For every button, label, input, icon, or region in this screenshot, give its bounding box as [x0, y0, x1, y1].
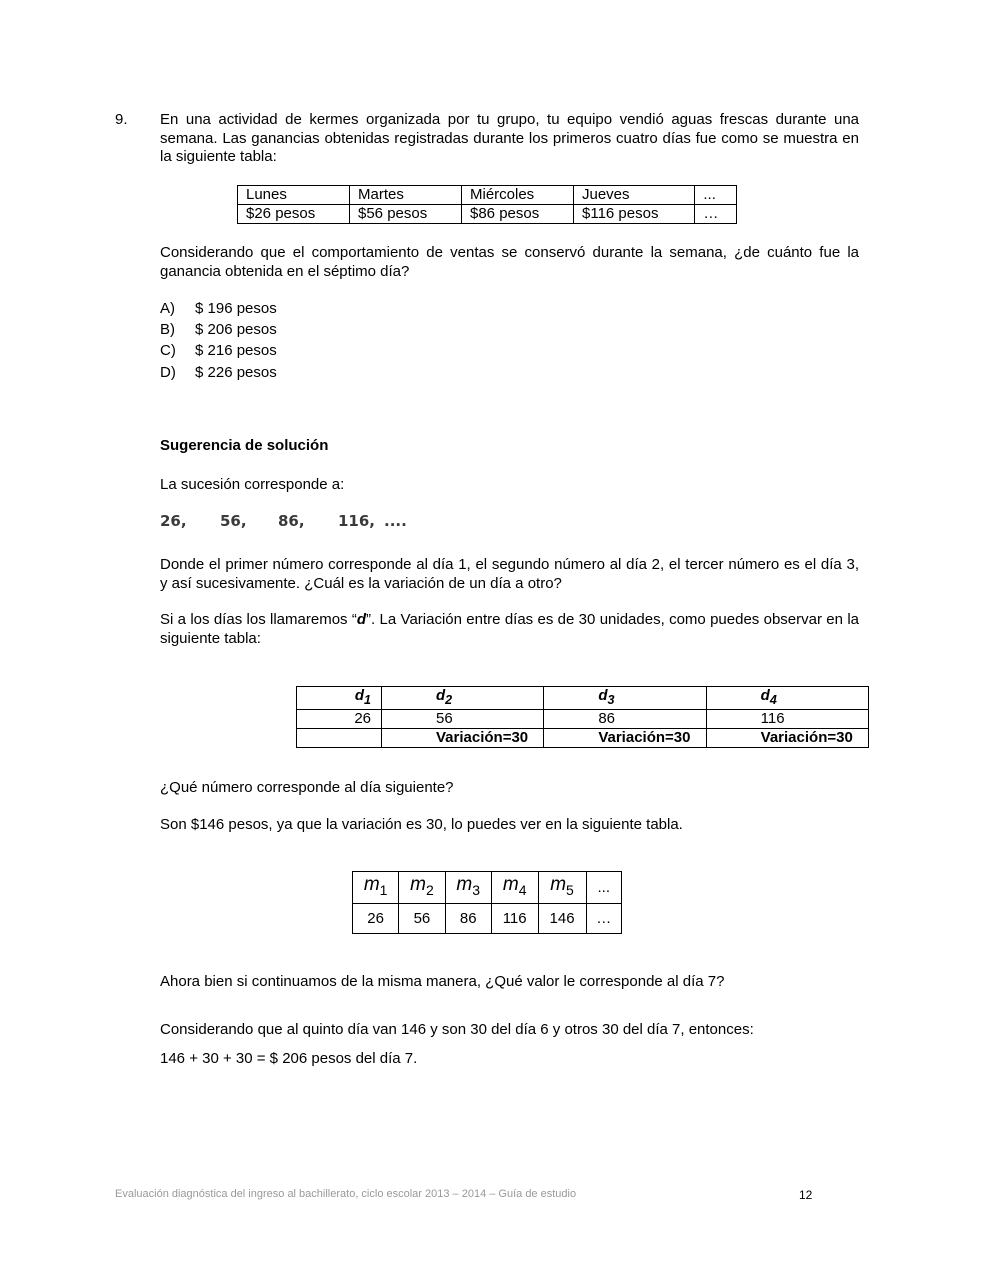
- variation-table: [296, 686, 869, 748]
- table-header: Martes: [350, 186, 462, 205]
- table-header: $d_3$: [544, 687, 706, 710]
- table-header: $m_5$: [538, 872, 586, 904]
- table-cell: 86: [445, 904, 491, 934]
- solution-p7: Considerando que al quinto día van 146 y son 30 del día 6 y otros 30 del día 7, entonces:: [160, 1021, 754, 1038]
- table-cell: [297, 729, 382, 748]
- option-text: $ 196 pesos: [195, 300, 277, 317]
- solution-heading: Sugerencia de solución: [160, 437, 329, 454]
- table-header: $m_3$: [445, 872, 491, 904]
- sequence-term: 56,: [220, 512, 247, 530]
- sales-table: [237, 185, 737, 224]
- question-number: 9.: [115, 111, 128, 128]
- option-d: [160, 362, 277, 383]
- solution-p1: La sucesión corresponde a:: [160, 476, 345, 493]
- option-letter: D): [160, 364, 176, 381]
- table-cell: 26: [353, 904, 399, 934]
- table-header: $m_4$: [491, 872, 538, 904]
- option-b: [160, 319, 277, 340]
- solution-p8: 146 + 30 + 30 = $ 206 pesos del día 7.: [160, 1050, 418, 1067]
- question-intro: En una actividad de kermes organizada por tu grupo, tu equipo vendió aguas frescas durante una semana. Las ganancias obtenidas registradas durante los primeros cuatro días fue como se muestra en la siguiente tabla:: [160, 111, 859, 165]
- table-header: $d_1$: [297, 687, 382, 710]
- table-header: $m_1$: [353, 872, 399, 904]
- solution-p4: ¿Qué número corresponde al día siguiente?: [160, 779, 454, 796]
- table-cell: …: [695, 205, 737, 224]
- table-cell: 146: [538, 904, 586, 934]
- table-cell: $86 pesos: [462, 205, 574, 224]
- m-table: [352, 871, 622, 934]
- sequence-term: 116,: [338, 512, 376, 530]
- page-number: 12: [799, 1188, 813, 1202]
- table-cell: $26 pesos: [238, 205, 350, 224]
- solution-p2: Donde el primer número corresponde al día 1, el segundo número al día 2, el tercer número es el día 3, y así sucesivamente. ¿Cuál es la variación de un día a otro?: [160, 556, 859, 592]
- solution-p3: [160, 611, 859, 648]
- option-text: $ 226 pesos: [195, 364, 277, 381]
- option-c: [160, 340, 277, 361]
- table-cell: 26: [297, 710, 382, 729]
- option-text: $ 206 pesos: [195, 321, 277, 338]
- table-cell: $116 pesos: [574, 205, 695, 224]
- table-header: $d_2$: [382, 687, 544, 710]
- text: Si a los días los llamaremos “: [160, 611, 357, 628]
- table-cell: 116: [491, 904, 538, 934]
- table-cell: Variación=30: [544, 729, 706, 748]
- table-header: Lunes: [238, 186, 350, 205]
- table-header: Jueves: [574, 186, 695, 205]
- table-header: $m_2$: [399, 872, 445, 904]
- option-letter: A): [160, 300, 175, 317]
- sequence-term: ....: [384, 512, 407, 530]
- option-a: [160, 298, 277, 319]
- table-cell: Variación=30: [706, 729, 868, 748]
- table-header: ...: [695, 186, 737, 205]
- solution-p5: Son $146 pesos, ya que la variación es 30, lo puedes ver en la siguiente tabla.: [160, 816, 683, 833]
- question-prompt: Considerando que el comportamiento de ventas se conservó durante la semana, ¿de cuánto fue la ganancia obtenida en el séptimo día?: [160, 244, 859, 280]
- option-letter: B): [160, 321, 175, 338]
- table-cell: 116: [706, 710, 868, 729]
- table-cell: 86: [544, 710, 706, 729]
- table-cell: 56: [382, 710, 544, 729]
- variable-d: d: [356, 611, 367, 628]
- option-text: $ 216 pesos: [195, 342, 277, 359]
- text: ”. La Variación entre días es de 30 unidades, como puedes observar en la siguiente tabla:: [160, 611, 859, 647]
- sequence-term: 26,: [160, 512, 187, 530]
- footer-text: Evaluación diagnóstica del ingreso al bachillerato, ciclo escolar 2013 – 2014 – Guía de estudio: [115, 1188, 577, 1200]
- table-cell: $56 pesos: [350, 205, 462, 224]
- solution-p6: Ahora bien si continuamos de la misma manera, ¿Qué valor le corresponde al día 7?: [160, 973, 725, 990]
- table-header: ...: [586, 872, 621, 904]
- table-header: Miércoles: [462, 186, 574, 205]
- sequence-term: 86,: [278, 512, 305, 530]
- table-cell: Variación=30: [382, 729, 544, 748]
- option-letter: C): [160, 342, 176, 359]
- table-cell: …: [586, 904, 621, 934]
- table-cell: 56: [399, 904, 445, 934]
- table-header: $d_4$: [706, 687, 868, 710]
